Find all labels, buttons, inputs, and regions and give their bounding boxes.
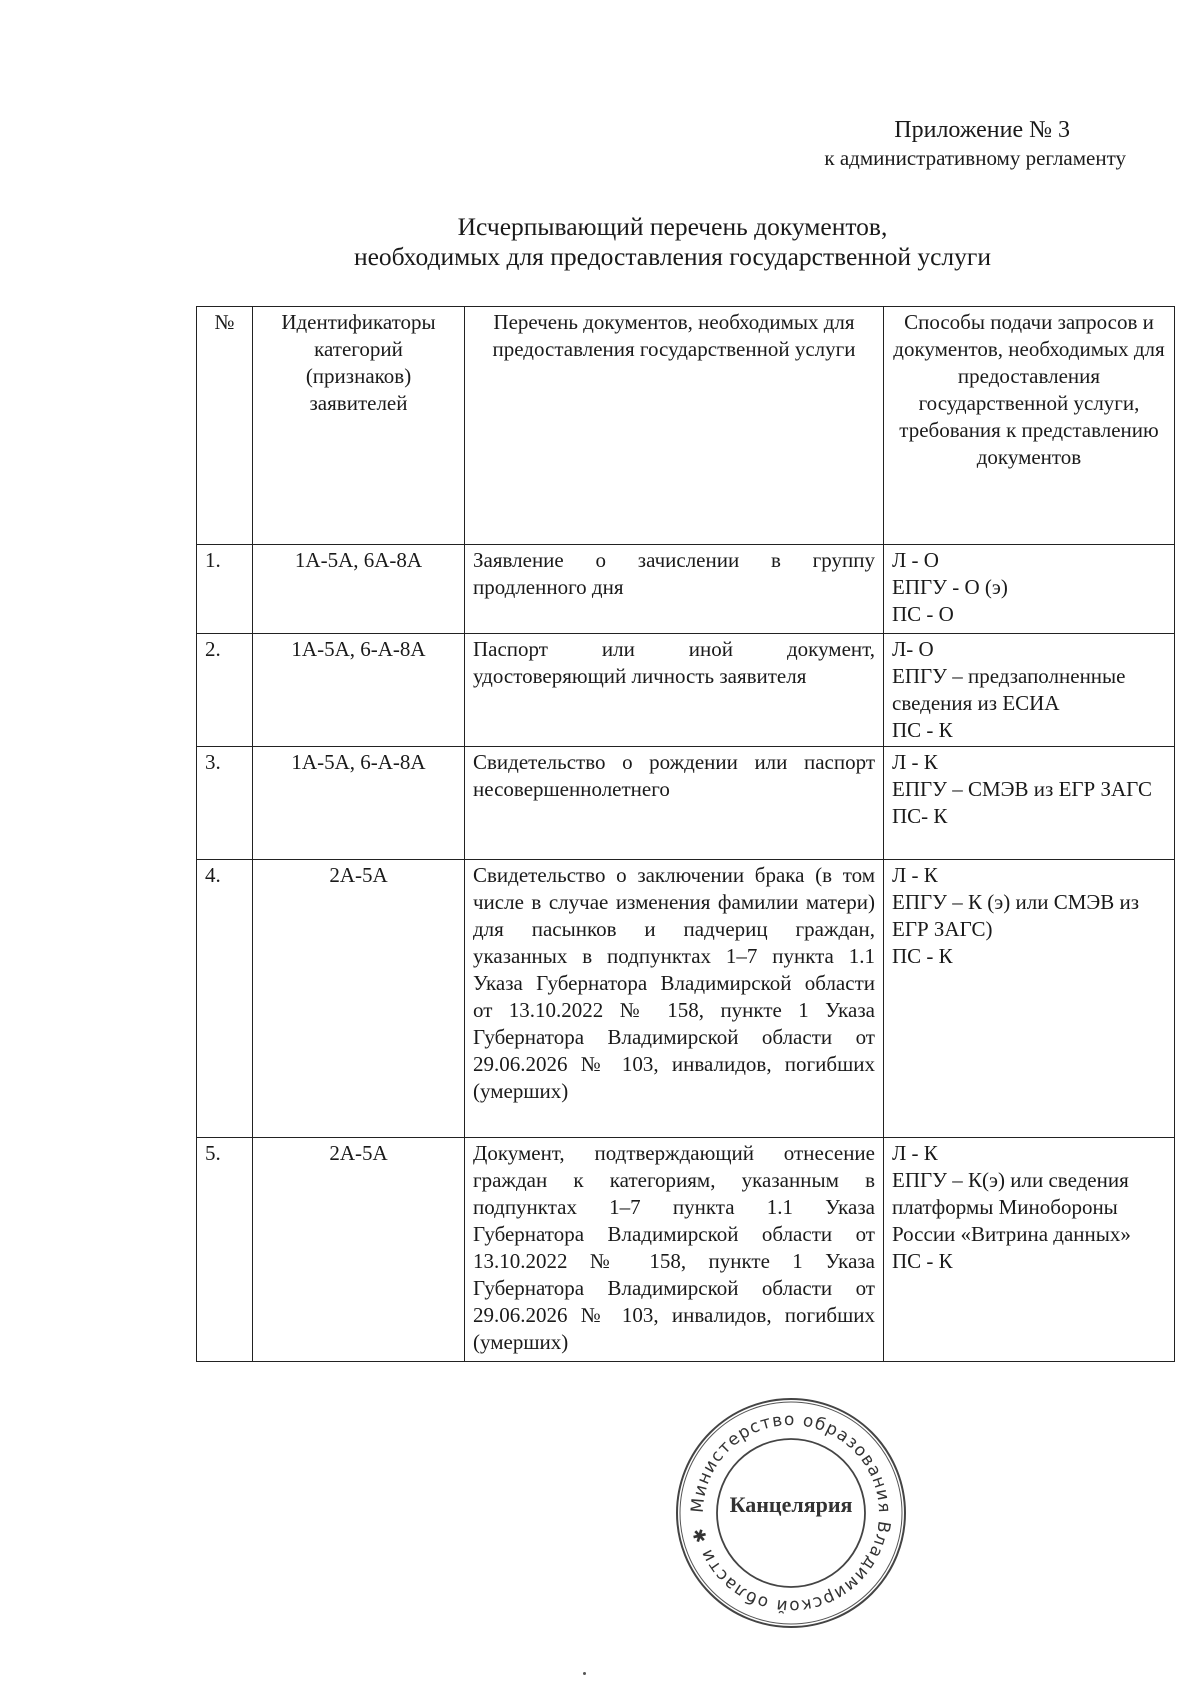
row-category: 1А-5А, 6-А-8А (253, 634, 465, 747)
row-num: 3. (197, 747, 253, 860)
row-category: 1А-5А, 6А-8А (253, 545, 465, 634)
table-row (197, 1138, 1175, 1362)
row-document: Свидетельство о рождении или паспорт несовершеннолетнего (465, 747, 884, 860)
header-num: № (197, 307, 253, 545)
row-document: Паспорт или иной документ, удостоверяющий личность заявителя (465, 634, 884, 747)
scan-speck (583, 1672, 586, 1675)
appendix-number: Приложение № 3 (894, 117, 1070, 143)
table-row (197, 545, 1175, 634)
documents-table (196, 306, 1175, 1362)
table-row (197, 634, 1175, 747)
row-num: 1. (197, 545, 253, 634)
svg-text:Министерство образования Влади: Министерство образования Владимирской области ✱ (687, 1409, 895, 1617)
row-ways: Л - К ЕПГУ – СМЭВ из ЕГР ЗАГС ПС- К (884, 747, 1175, 860)
row-category: 1А-5А, 6-А-8А (253, 747, 465, 860)
appendix-header (570, 116, 1126, 172)
table-row (197, 747, 1175, 860)
header-ways: Способы подачи запросов и документов, необходимых для предоставления государственной услуги, требования к представлению документов (884, 307, 1175, 545)
table-header-row (197, 307, 1175, 545)
seal-center-text: Канцелярия (729, 1492, 853, 1517)
row-num: 2. (197, 634, 253, 747)
row-category: 2А-5А (253, 1138, 465, 1362)
row-category: 2А-5А (253, 860, 465, 1138)
table-row (197, 860, 1175, 1138)
appendix-reference: к административному регламенту (824, 146, 1126, 170)
row-document: Свидетельство о заключении брака (в том числе в случае изменения фамилии матери) для пасынков и падчериц граждан, указанных в подпунктах 1–7 пункта 1.1 Указа Губернатора Владимирской области от 13.10.2022 № 158, пункте 1 Указа Губернатора Владимирской области от 29.06.2026 № 103, инвалидов, погибших (умерших) (465, 860, 884, 1138)
document-title (0, 212, 1200, 272)
title-line-2: необходимых для предоставления государственной услуги (353, 242, 992, 271)
row-ways: Л - О ЕПГУ - О (э) ПС - О (884, 545, 1175, 634)
header-documents: Перечень документов, необходимых для предоставления государственной услуги (465, 307, 884, 545)
title-line-1: Исчерпывающий перечень документов, (457, 212, 888, 241)
row-num: 5. (197, 1138, 253, 1362)
row-document: Заявление о зачислении в группу продленного дня (465, 545, 884, 634)
row-document: Документ, подтверждающий отнесение граждан к категориям, указанным в подпунктах 1–7 пункта 1.1 Указа Губернатора Владимирской области от 13.10.2022 № 158, пункте 1 Указа Губернатора Владимирской области от 29.06.2026 № 103, инвалидов, погибших (умерших) (465, 1138, 884, 1362)
header-category: Идентификаторы категорий (признаков) заявителей (253, 307, 465, 545)
row-ways: Л- О ЕПГУ – предзаполненные сведения из ЕСИА ПС - К (884, 634, 1175, 747)
row-num: 4. (197, 860, 253, 1138)
row-ways: Л - К ЕПГУ – К (э) или СМЭВ из ЕГР ЗАГС) ПС - К (884, 860, 1175, 1138)
row-ways: Л - К ЕПГУ – К(э) или сведения платформы Минобороны России «Витрина данных» ПС - К (884, 1138, 1175, 1362)
office-seal (673, 1395, 909, 1631)
